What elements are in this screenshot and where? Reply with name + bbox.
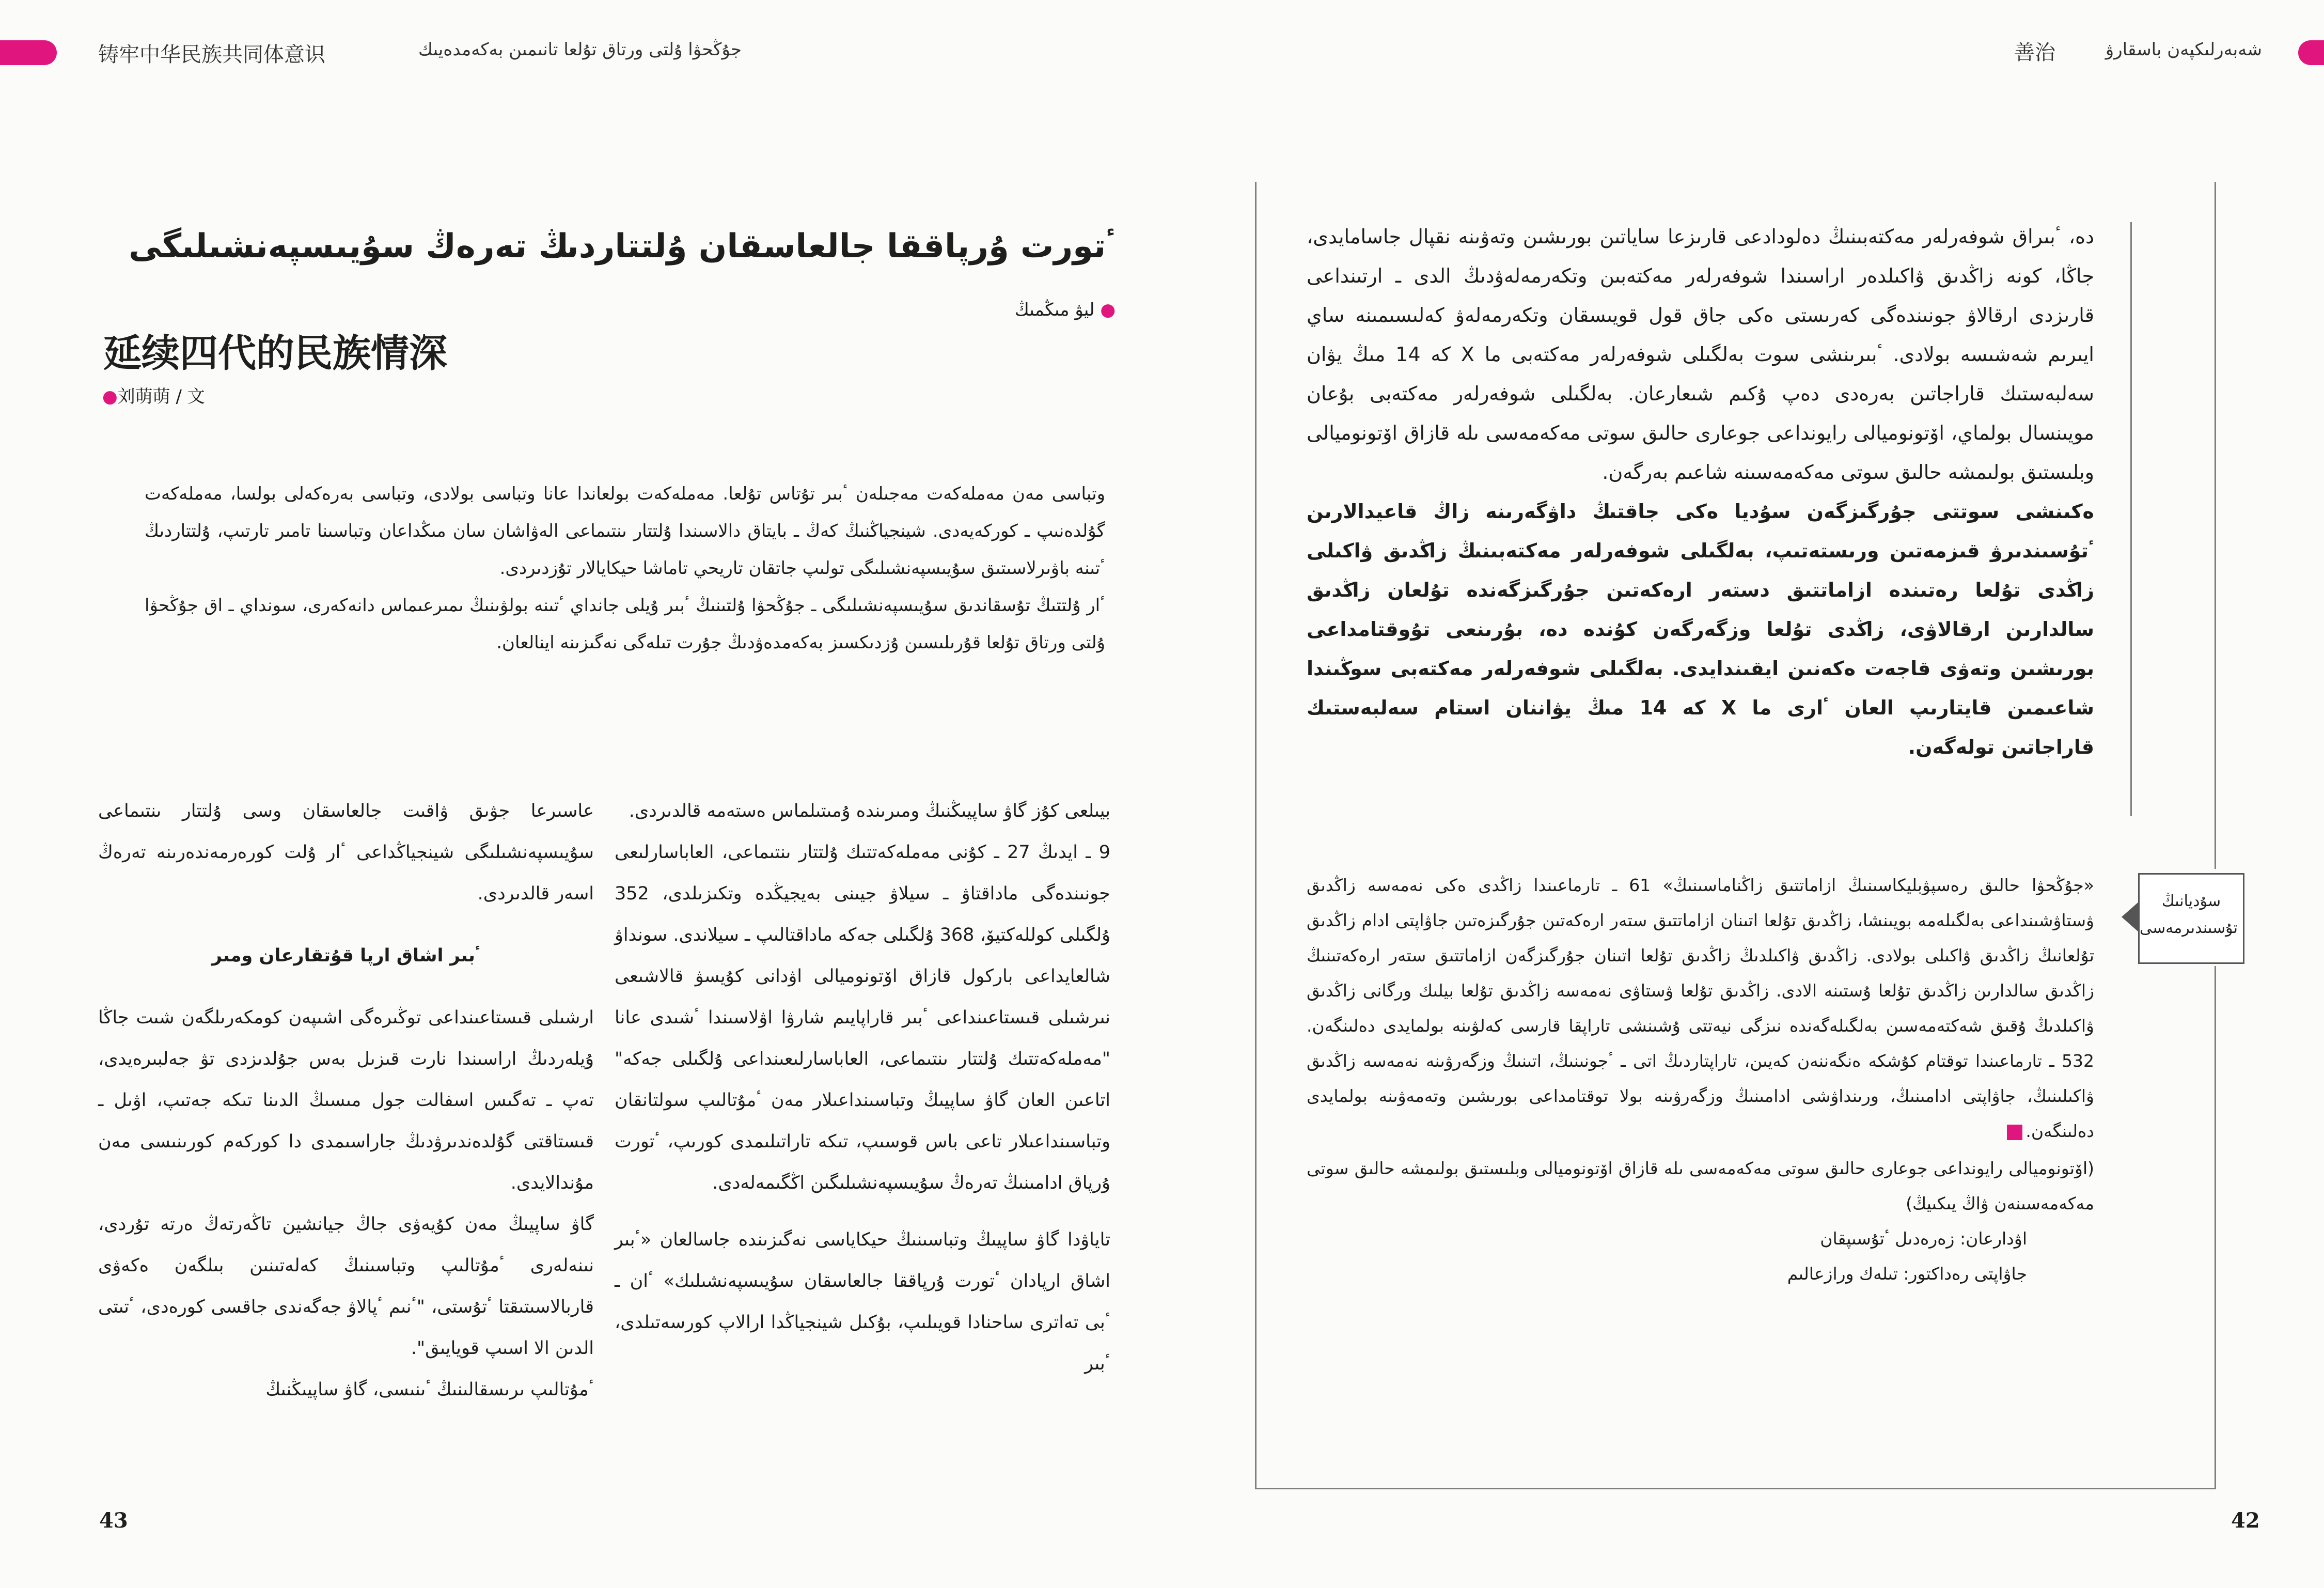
source-line: (اۆتونوميالى رايونداعى جوعارى حالىق سوتى مەكەمەسى ىلە قازاق اۆتونوميالى وبلىستىق بولىمشە حالىق سوتى مەكەمەسىنەن ۋاڭ يىكىيڭ) — [1307, 1158, 2094, 1213]
col-right-p2: 9 ـ ايدىڭ 27 ـ كۇنى مەملەكەتتىك ۇلتتار ىنتىماعى، العاباسارلىعى جونىندەگى ماداقتاۋ ـ سيلاۋ جيىنى بەيجيڭدە وتكىزىلدى، 352 ۇلگىلى كوللەكتيۆ، 368 ۇلگىلى جەكە ماداقتالىپ ـ سيلاندى. سونداۋ شالعايداعى باركول قازاق اۆتونوميالى اۋدانى كۇيسۋ قالاشىعى نىرشىلى قىستاعىنداعى ٴبىر قاراپايىم شارۋا اۋلاسىندا ٴشىدى عانا "مەملەكەتتىك ۇلتتار ىنتىماعى، العاباسارلىعىنداعى ۇلگىلى جەكە" اتاعىن العان گاۋ ساپيىڭ وتباسىنداعىلار مەن ٴمۇتالىپ سولتانقان وتباسىنداعىلار تاعى باس قوسىپ، تىكە تاراتىلىمدى كورىپ، ٴتورت ۇرپاق ادامىنىڭ تەرەڭ سۇيىسپەنشىلىگىن اڭگىمەلەدى. — [615, 842, 1111, 1193]
article-title-zh: 延续四代的民族情深 — [103, 331, 447, 376]
right-main-text — [1307, 217, 2094, 767]
col-right-p3: تاياۋدا گاۋ ساپيىڭ وتباسىنىڭ حيكاياسى نەگىزىندە جاسالعان «ٴبىر اشاق ارپادان ٴتورت ۇرپاققا جالعاسقان سۇيىسپەنشىلىك» ٴان ـ ٴبى تەاترى ساحنادا قويىلىپ، بۇكىل شينجياڭدا ارالاپ كورسەتىلدى، ٴبىر — [615, 1229, 1110, 1374]
author-zh-bullet: ● — [102, 386, 118, 407]
judge-explanation-label: سۇديانىڭ تۇسىندىرمەسى — [2139, 892, 2238, 937]
editor-credit: جاۋاپتى رەداكتور: تىلەك ورازعالىم — [1787, 1264, 2027, 1284]
left-header-tab — [0, 40, 57, 65]
col-right-p1: بيىلعى كۇز گاۋ ساپيىڭنىڭ ومىرىندە ۇمىتىلماس ەستەمە قالدىردى. — [629, 801, 1110, 821]
section-heading: ٴبىر اشاق ارپا قۇتقارعان ومىر — [211, 945, 481, 966]
col-left-p1: عاسىرعا جۋىق ۋاقىت جالعاسقان وسى ۇلتتار ىنتىماعى سۇيىسپەنشىلىگى شينجياڭداعى ٴار ۇلت كورەرمەندەرىنە تەرەڭ اسەر قالدىردى. — [98, 801, 594, 904]
end-mark-icon — [2007, 1125, 2022, 1140]
body-column-left — [98, 790, 594, 1410]
author-zh-name: 刘萌萌 / 文 — [117, 386, 205, 407]
article-title-ug: ٴتورت ۇرپاققا جالعاسقان ۇلتتاردىڭ تەرەڭ سۇيىسپەنشىلىگى — [129, 227, 1116, 266]
right-p2: ەكىنشى سوتتى جۇرگىزگەن سۇديا ەكى جاقتىڭ داۋگەرىنە زاڭ قاعيدالارىن ٴتۇسىندىرۋ قىزمەتىن ورىستەتىپ، بەلگىلى شوفەرلەر مەكتەبىنىڭ زاڭدىق ۋاكىلى زاڭدى تۇلعا رەتىندە ازاماتتىق دستەر ارەكەتىن جۇرگىزگەندە تۇلعان زاڭدىق سالدارىن ارقالاۋى، زاڭدى تۇلعا وزگەرگەن كۇندە دە، بۇرىنعى تۇوقتامداعى بورىشىن وتەۋى قاجەت ەكەنىن ايقىندايدى. بەلگىلى شوفەرلەر مەكتەبى سوڭىندا شاعىمىن قايتارىپ العان ٴارى ما X كە 14 مىڭ يۋاننان استام سەلبەستىك قاراجاتىن تولەگەن. — [1307, 500, 2094, 758]
explanation-body: «جۇڭحۋا حالىق رەسپۋبليكاسىنىڭ ازاماتتىق زاڭناماسىنىڭ» 61 ـ تارماعىندا زاڭدى ەكى نەمەسە زاڭدىق ۋستاۋشىنداعى بەلگىلەمە بويىنشا، زاڭدىق تۇلعا اتىنان ازاماتتىق ستەر ارەكەتىن جۇرگىزەتىن جاۋاپتى ادام زاڭدىق تۇلعانىڭ زاڭدىق ۋاكىلى بولادى. زاڭدىق ۋاكىلدىڭ زاڭدىق تۇلعا اتىنان جۇرگىزگەن ازاماتتىق ستەر ارەكەتىنىڭ زاڭدىق سالدارىن زاڭدىق تۇلعا ۇستىنە الادى. زاڭدىق تۇلعا ۋستاۋى نەمەسە زاڭدىق تۇلعا بيلىك ورگانى زاڭدىق ۋاكىلدىڭ ۇقىق شەكتەمەسىن بەلگىلەگەندە نىزگى نيەتتى ۇشىنشى تاراپقا قارسى كەلۋىنە بولمايدى دەلىنگەن. 532 ـ تارماعىندا توقتام كۇشكە ەنگەننەن كەيىن، تاراپتاردىڭ اتى ـ ٴجونىنىڭ، اتىنىڭ وزگەرۋىنە نەمەسە زاڭدىق ۋاكىلىنىڭ، جاۋاپتى ادامىنىڭ، ورىنداۋشى ادامىنىڭ وزگەرۋىنە بولا توقتامداعى بورىشىن وتەمەۋىنە بولمايدى دەلىنگەن. — [1307, 875, 2094, 1141]
translator-credit: اۋدارعان: زەرەدىل ٴتۇسىپقان — [1820, 1228, 2027, 1249]
col-left-p4: ٴمۇتالىپ ىرىسقالىنىڭ ٴىنىسى، گاۋ ساپيىڭنىڭ — [265, 1379, 594, 1400]
author-zh — [102, 382, 205, 408]
body-column-right — [615, 790, 1110, 1384]
author-ug — [1015, 300, 1116, 320]
col-left-p2: ارشىلى قىستاعىنداعى توڭىرەگى اشىپەن كومكەرىلگەن شىت جاڭا ۇيلەردىڭ اراسىندا نارت قىزىل بەس جۇلدىزدى تۋ جەلبىرەيدى، تەپ ـ تەگىس اسفالت جول مىسىڭ الدىنا تىكە جەتىپ، اۋىل ـ قىستاقتى گۇلدەندىرۋدىڭ جاراسىمدى دا كوركەم كورىنىسى مەن مۇندالايدى. — [98, 1007, 594, 1193]
col-left-p3: گاۋ ساپيىڭ مەن كۇيەۋى جاڭ جيانشين تاڭەرتەڭ ەرتە تۇردى، نىنەلەرى ٴمۇتالىپ وتباسىنىڭ كەلەتىنىن بىلگەن ەكەۋى قاربالاسىتىقتا ٴتۇستى، "ٴنىم ٴپالاۋ جەگەندى جاقسى كورەدى، ٴتىتى الدىن الا اسىپ قويايىق". — [98, 1214, 594, 1359]
judge-explanation-text — [1307, 868, 2094, 1291]
right-frame-top-rule — [1255, 182, 1257, 1489]
right-header-tab — [2298, 40, 2324, 65]
intro-paragraph — [145, 475, 1105, 661]
sidebox-pointer — [2122, 901, 2139, 932]
page-number-left: 43 — [99, 1508, 128, 1533]
judge-explanation-box — [2138, 873, 2244, 964]
right-frame-side-rule — [2215, 182, 2216, 869]
right-header-zh: 善治 — [2014, 41, 2055, 65]
intro-p2: ٴار ۇلتتىڭ تۇسقاندىق سۇيىسپەنشىلىگى ـ جۇڭحۋا ۇلتىنىڭ ٴبىر ۇيلى جانداي ٴتىنە بولۋىنىڭ ىمىرعىماس دانەكەرى، سونداي ـ اق جۇڭحۋا ۇلتى ورتاق تۇلعا قۇرىلىسىن ۇزدىكسىز بەكەمدەۋدىڭ جۇرت تىلەگى نەگىزىنە اينالعان. — [145, 595, 1105, 653]
author-bullet: ● — [1100, 300, 1116, 320]
right-frame-bottom-rule — [1255, 1488, 2216, 1489]
right-frame-side-rule-2 — [2215, 966, 2216, 1489]
right-p1: دە، ٴبىراق شوفەرلەر مەكتەبىنىڭ دەلودادعى قارىزعا ساياتىن بورىشىن وتەۋىنە نقپال جاسامايدى، جاڭا، كونە زاڭدىق ۋاكىلدەر اراسىندا شوفەرلەر مەكتەبىن وتكەرمەلەۋدىڭ الدى ـ ارتىنداعى قارىزدى ارقالاۋ جونىندەگى كەرىستى ەكى جاق قول قويىسقان وتكەرمەلەۋ كەلىسىمىنە ساي ايىرىم شەشىسە بولادى. ٴبىرىنشى سوت بەلگىلى شوفەرلەر مەكتەبى ما X كە 14 مىڭ يۋان سەلبەستىك قاراجاتىن بەرەدى دەپ ۇكىم شىعارعان. بەلگىلى شوفەرلەر مەكتەبى بۇعان مويىنسال بولماي، اۆتونوميالى رايونداعى جوعارى حالىق سوتى مەكەمەسى ىلە قازاق اۆتونوميالى وبلىستىق بولىمشە حالىق سوتى مەكەمەسىنە شاعىم بەرگەن. — [1307, 225, 2094, 484]
right-text-rule — [2130, 222, 2132, 816]
page-number-right: 42 — [2231, 1508, 2260, 1533]
left-header-zh: 铸牢中华民族共同体意识 — [98, 43, 325, 67]
left-header-ug: جۇڭحۋا ۇلتى ورتاق تۇلعا تانىمىن بەكەمدەيىك — [418, 39, 742, 60]
right-header-ug: شەبەرلىكپەن باسقارۋ — [2105, 39, 2262, 60]
intro-p1: وتباسى مەن مەملەكەت مەجىلەن ٴبىر تۇتاس تۇلعا. مەملەكەت بولعاندا عانا وتباسى بولادى، وتباسى بەرەكەلى بولسا، مەملەكەت گۇلدەنىپ ـ كوركەيەدى. شينجياڭنىڭ كەڭ ـ بايتاق دالاسىندا ۇلتتار ىنتىماعى الەۋاشان سان مىڭداعان وتباسىنا تامىر تارتىپ، ۇلتتاردىڭ ٴتىنە باۋىرلاسىتىق سۇيىسپەنشىلىگى تولىپ جاتقان تاريحي تاماشا حيكايالار تۇزدىردى. — [145, 484, 1105, 579]
author-ug-name: ليۋ مىڭمىڭ — [1014, 300, 1095, 320]
